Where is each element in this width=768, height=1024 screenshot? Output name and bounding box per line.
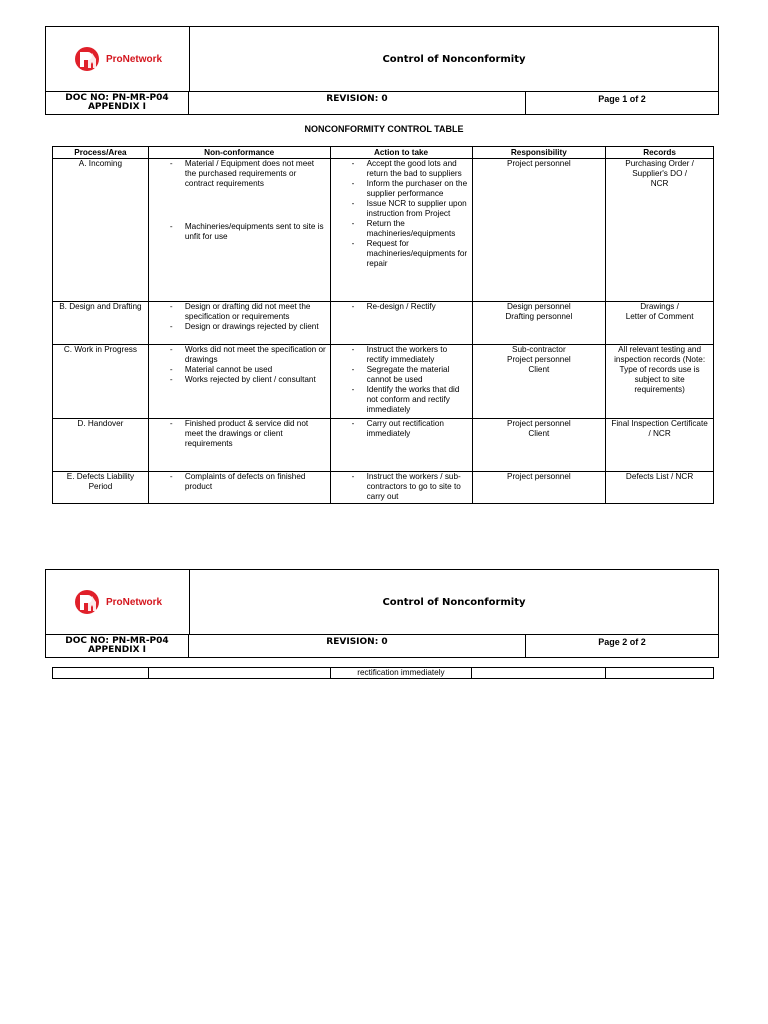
company-logo xyxy=(73,44,162,74)
records-cell xyxy=(606,159,714,302)
table-row xyxy=(53,345,714,419)
nonconformance-item: - Material cannot be used xyxy=(152,365,327,375)
table-row xyxy=(53,668,714,679)
action-item: - Segregate the material cannot be used xyxy=(334,365,469,385)
action-cell xyxy=(330,159,472,302)
responsibility-item: Client xyxy=(528,429,550,438)
responsibility-item: Drafting personnel xyxy=(505,312,573,321)
records-item: Defects List / NCR xyxy=(625,472,694,481)
company-name: ProNetwork xyxy=(105,596,163,608)
column-header: Process/Area xyxy=(53,147,149,159)
page2-header xyxy=(45,569,719,658)
process-cell xyxy=(53,668,149,679)
nonconformance-item: - Finished product & service did not meet the drawings or client requirements xyxy=(152,419,327,449)
responsibility-cell xyxy=(472,668,606,679)
responsibility-cell xyxy=(472,159,606,302)
pronetwork-logo-icon xyxy=(73,587,103,617)
nonconformance-item: - Works did not meet the specification or drawings xyxy=(152,345,327,365)
action-item: - Identify the works that did not conform and rectify immediately xyxy=(334,385,469,415)
records-cell xyxy=(606,472,714,504)
responsibility-cell xyxy=(472,472,606,504)
action-item: - Request for machineries/equipments for repair xyxy=(334,239,469,269)
column-header: Non-conformance xyxy=(148,147,330,159)
action-cell xyxy=(330,472,472,504)
action-item: - Carry out rectification immediately xyxy=(334,419,469,439)
records-item: Supplier's DO / xyxy=(632,169,687,178)
action-cell xyxy=(330,345,472,419)
nonconformance-cell xyxy=(148,419,330,472)
appendix-label: APPENDIX I xyxy=(87,102,147,112)
action-cell xyxy=(330,419,472,472)
records-item: Drawings / xyxy=(640,302,679,311)
nonconformance-cell xyxy=(148,668,330,679)
action-item: - Inform the purchaser on the supplier performance xyxy=(334,179,469,199)
responsibility-item: Sub-contractor xyxy=(512,345,566,354)
nonconformance-item: - Design or drawings rejected by client xyxy=(152,322,327,332)
action-item: - Accept the good lots and return the bad to suppliers xyxy=(334,159,469,179)
records-cell xyxy=(606,668,714,679)
continuation-table xyxy=(52,667,714,679)
process-cell: C. Work in Progress xyxy=(53,345,149,419)
table-title: NONCONFORMITY CONTROL TABLE xyxy=(304,124,464,134)
column-header: Action to take xyxy=(330,147,472,159)
process-cell: D. Handover xyxy=(53,419,149,472)
records-item: Purchasing Order / xyxy=(625,159,694,168)
doc-number-cell xyxy=(46,635,189,657)
process-cell: E. Defects Liability Period xyxy=(53,472,149,504)
records-cell xyxy=(606,345,714,419)
document-title: Control of Nonconformity xyxy=(382,53,526,65)
responsibility-cell xyxy=(472,345,606,419)
action-cell: rectification immediately xyxy=(330,668,472,679)
action-cell xyxy=(330,302,472,345)
records-item: NCR xyxy=(650,179,669,188)
records-cell xyxy=(606,302,714,345)
action-item: - Return the machineries/equipments xyxy=(334,219,469,239)
table-row xyxy=(53,419,714,472)
doc-number-cell xyxy=(46,92,189,114)
revision: REVISION: 0 xyxy=(189,635,526,657)
records-item: Final Inspection Certificate / NCR xyxy=(611,419,708,438)
nonconformance-cell xyxy=(148,472,330,504)
responsibility-item: Project personnel xyxy=(506,355,571,364)
process-cell: B. Design and Drafting xyxy=(53,302,149,345)
page-number: Page 2 of 2 xyxy=(598,637,646,647)
revision: REVISION: 0 xyxy=(189,92,526,114)
nonconformance-item: - Material / Equipment does not meet the purchased requirements or contract requirements xyxy=(152,159,327,189)
nonconformance-cell xyxy=(148,345,330,419)
nonconformance-item: - Complaints of defects on finished product xyxy=(152,472,327,492)
column-header: Responsibility xyxy=(472,147,606,159)
action-item: - Instruct the workers to rectify immediately xyxy=(334,345,469,365)
appendix-label: APPENDIX I xyxy=(87,645,147,655)
column-header: Records xyxy=(606,147,714,159)
nonconformance-item: - Machineries/equipments sent to site is unfit for use xyxy=(152,222,327,242)
company-name: ProNetwork xyxy=(105,53,163,65)
table-row xyxy=(53,302,714,345)
responsibility-item: Project personnel xyxy=(506,472,571,481)
page-number: Page 1 of 2 xyxy=(598,94,646,104)
action-item: - Re-design / Rectify xyxy=(334,302,469,312)
company-logo xyxy=(73,587,162,617)
table-header-row xyxy=(53,147,714,159)
pronetwork-logo-icon xyxy=(73,44,103,74)
responsibility-item: Design personnel xyxy=(506,302,571,311)
responsibility-cell xyxy=(472,302,606,345)
records-item: Letter of Comment xyxy=(625,312,694,321)
process-cell: A. Incoming xyxy=(53,159,149,302)
records-cell xyxy=(606,419,714,472)
nonconformance-item: - Design or drafting did not meet the specification or requirements xyxy=(152,302,327,322)
nonconformity-table xyxy=(52,146,714,504)
table-row xyxy=(53,159,714,302)
responsibility-item: Client xyxy=(528,365,550,374)
records-item: All relevant testing and inspection records (Note: Type of records use is subject to site requirements) xyxy=(614,345,706,394)
nonconformance-cell xyxy=(148,302,330,345)
document-title: Control of Nonconformity xyxy=(382,596,526,608)
responsibility-item: Project personnel xyxy=(506,419,571,428)
nonconformance-cell xyxy=(148,159,330,302)
nonconformance-item: - Works rejected by client / consultant xyxy=(152,375,327,385)
action-item: - Issue NCR to supplier upon instruction from Project xyxy=(334,199,469,219)
responsibility-item: Project personnel xyxy=(506,159,571,168)
doc-number: DOC NO: PN-MR-P04 xyxy=(65,93,169,103)
table-row xyxy=(53,472,714,504)
page1-header xyxy=(45,26,719,115)
doc-number: DOC NO: PN-MR-P04 xyxy=(65,636,169,646)
action-item: - Instruct the workers / sub-contractors to go to site to carry out xyxy=(334,472,469,502)
responsibility-cell xyxy=(472,419,606,472)
